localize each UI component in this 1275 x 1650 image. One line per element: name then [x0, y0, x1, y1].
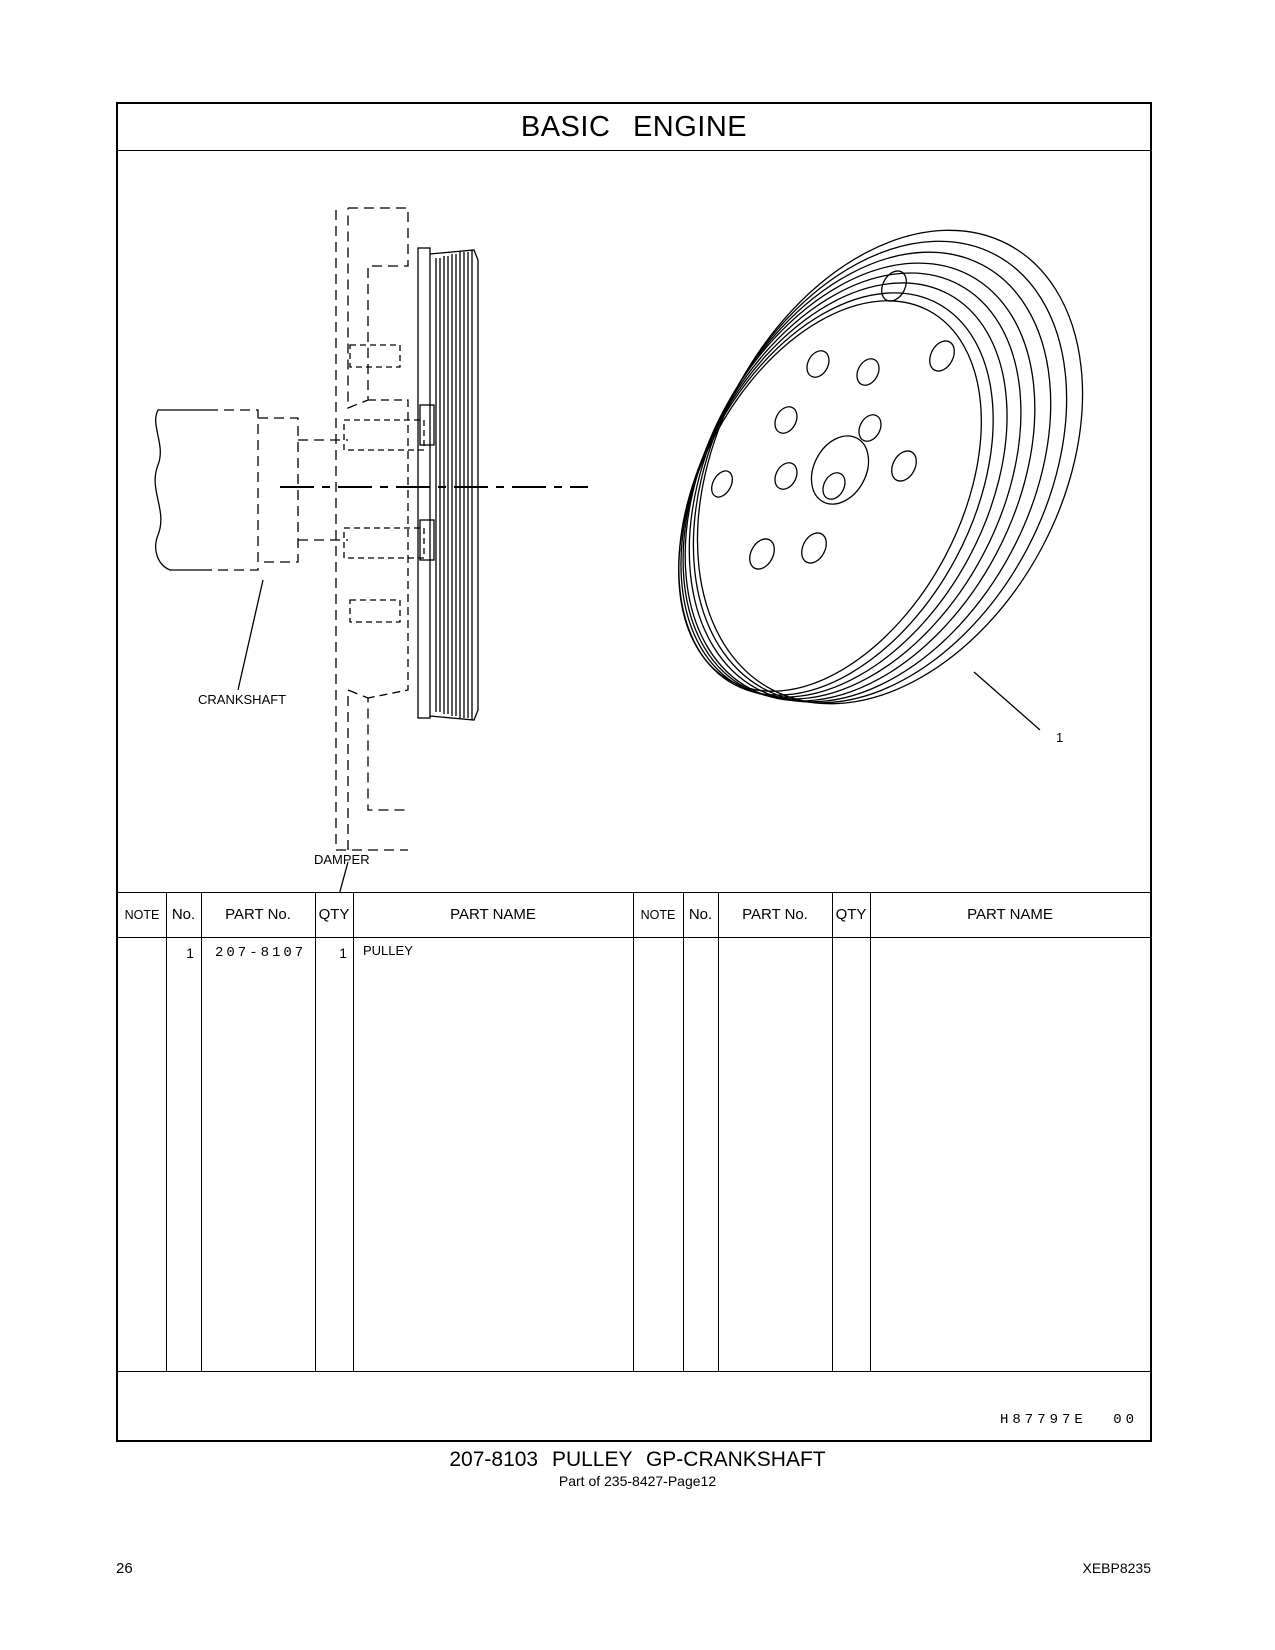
column-divider	[201, 893, 202, 1371]
damper-drawing	[336, 208, 424, 892]
header-divider	[118, 937, 1150, 938]
header-part-name: PART NAME	[450, 906, 536, 923]
header-qty: QTY	[318, 906, 350, 923]
column-divider	[683, 893, 684, 1371]
row-part-name: PULLEY	[363, 943, 413, 958]
column-divider	[718, 893, 719, 1371]
group-caption-title: 207-8103 PULLEY GP-CRANKSHAFT	[449, 1448, 826, 1471]
document-id: XEBP8235	[1082, 1560, 1151, 1576]
column-divider	[832, 893, 833, 1371]
pulley-isometric	[614, 164, 1150, 771]
crankshaft-drawing	[155, 410, 348, 690]
parts-table	[118, 892, 1150, 1372]
header-note: NOTE	[124, 908, 160, 922]
illustration-code: H87797E 00	[999, 1412, 1138, 1428]
header-no: No.	[688, 906, 713, 923]
row-part-no: 207-8107	[215, 945, 307, 961]
section-title: BASIC ENGINE	[118, 104, 1150, 151]
table-half-divider	[633, 893, 634, 1371]
pulley-drawing	[118, 150, 1150, 892]
row-item-no: 1	[186, 945, 194, 961]
crankshaft-callout: CRANKSHAFT	[198, 692, 287, 707]
header-qty: QTY	[835, 906, 867, 923]
row-qty: 1	[339, 945, 347, 961]
exploded-view-figure	[118, 150, 1150, 892]
column-divider	[870, 893, 871, 1371]
column-divider	[353, 893, 354, 1371]
header-note: NOTE	[640, 908, 676, 922]
group-caption-subtitle: Part of 235-8427-Page12	[558, 1473, 717, 1489]
header-no: No.	[171, 906, 196, 923]
item-1-callout: 1	[1056, 730, 1064, 745]
pulley-side-profile	[418, 248, 478, 720]
column-divider	[315, 893, 316, 1371]
column-divider	[166, 893, 167, 1371]
header-part-no: PART No.	[225, 906, 291, 923]
header-part-no: PART No.	[742, 906, 808, 923]
header-part-name: PART NAME	[967, 906, 1053, 923]
damper-callout: DAMPER	[314, 852, 370, 867]
parts-page-frame	[116, 102, 1152, 1442]
page-number: 26	[116, 1560, 133, 1577]
